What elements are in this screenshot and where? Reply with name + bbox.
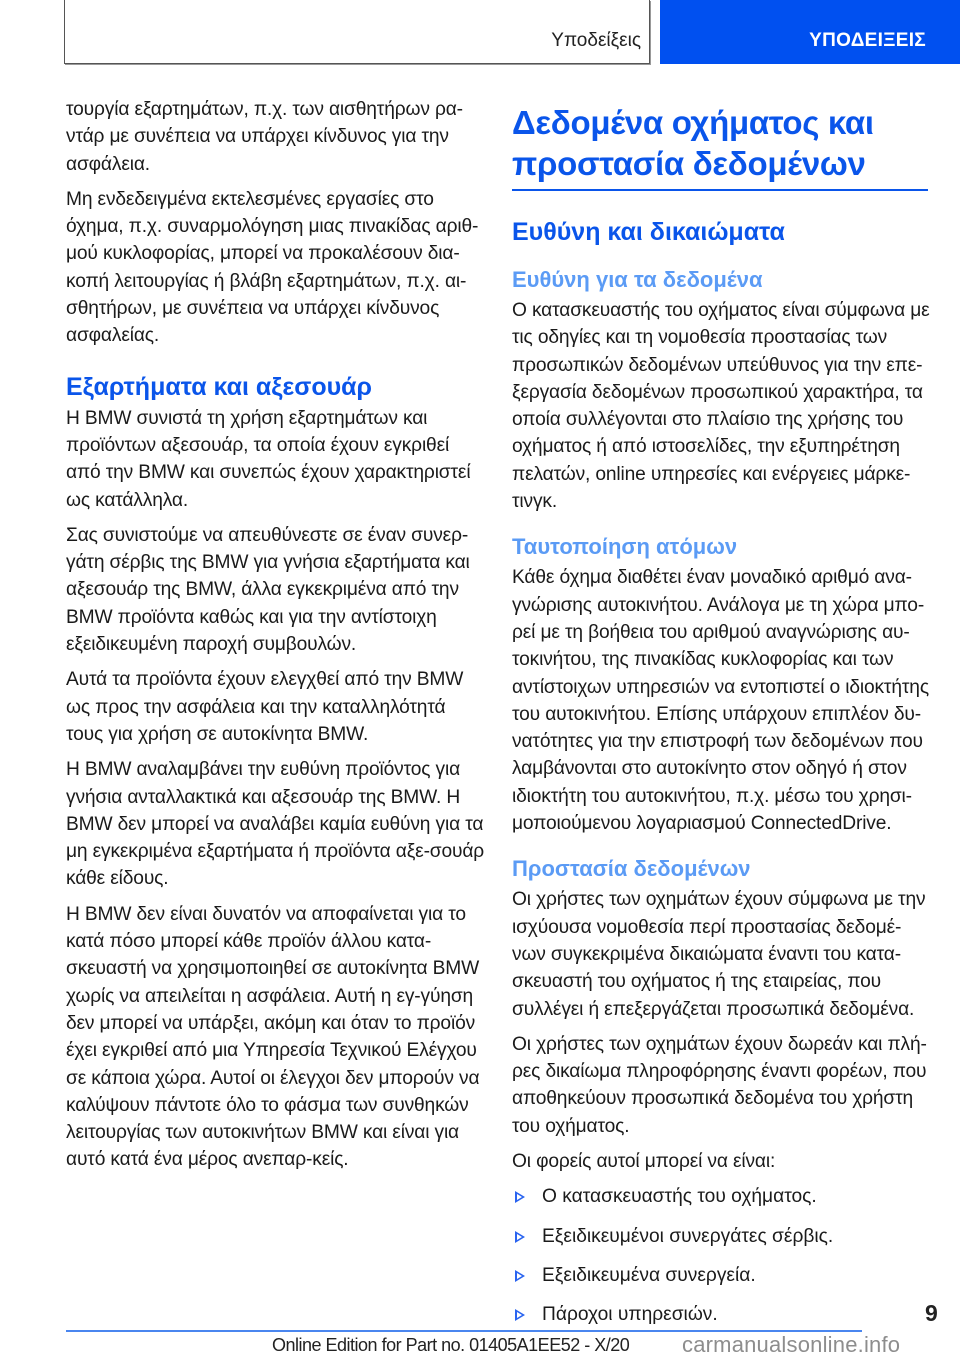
paragraph: Ο κατασκευαστής του οχήματος είναι σύμφωνα με τις οδηγίες και τη νομοθεσία προστασίας των προσωπικών δεδομένων υπεύθυνος για την επε-ξεργασία δεδομένων προσωπικού χαρακτήρα, τα οποία συλλέγονται στο πλαίσιο της χρήσης του οχήματος ή από ιστοσελίδες, την εξυπηρέτηση πελατών, online υπηρεσίες και ενέργειες μάρκε-τινγκ. <box>512 300 930 513</box>
list-item-text: Πάροχοι υπηρεσιών. <box>542 1304 718 1326</box>
section-heading-data-protection: Προστασία δεδομένων <box>512 856 751 882</box>
paragraph: Η BMW αναλαμβάνει την ευθύνη προϊόντος για γνήσια ανταλλακτικά και αξεσουάρ της BMW. Η BMW δεν μπορεί να αναλάβει καμία ευθύνη για τα μη εγκεκριμένα εξαρτήματα ή προϊόντα αξε-σουάρ κάθε είδους. <box>66 759 485 890</box>
left-column <box>66 96 486 1182</box>
section-heading-identification: Ταυτοποίηση ατόμων <box>512 534 738 560</box>
list-item-text: Εξειδικευμένοι συνεργάτες σέρβις. <box>542 1225 834 1247</box>
paragraph: τουργία εξαρτημάτων, π.χ. των αισθητήρων ρα-ντάρ με συνέπεια να υπάρχει κίνδυνος για την ασφάλεια. <box>66 99 463 175</box>
triangle-bullet-icon <box>515 1231 525 1243</box>
paragraph: Μη ενδεδειγμένα εκτελεσμένες εργασίες στο όχημα, π.χ. συναρμολόγηση μιας πινακίδας αριθ-μού κυκλοφορίας, μπορεί να προκαλέσουν δια-κοπή λειτουργίας ή βλάβη εξαρτημάτων, π.χ. αι-σθητήρων, με συνέπεια να υπάρχει κίνδυνος ασφαλείας. <box>66 188 479 347</box>
title-divider <box>512 189 928 191</box>
list-item <box>512 1301 932 1328</box>
page-number: 9 <box>925 1300 938 1326</box>
triangle-bullet-icon <box>515 1270 525 1282</box>
paragraph: Οι χρήστες των οχημάτων έχουν σύμφωνα με την ισχύουσα νομοθεσία περί προστασίας δεδομέ-νων συγκεκριμένα δικαιώματα έναντι του κατα-σκευαστή του οχήματος ή της εταιρείας, που συλλέγει ή επεξεργάζεται προσωπικά δεδομένα. <box>512 889 926 1020</box>
bullet-list <box>512 1183 932 1328</box>
list-item-text: Ο κατασκευαστής του οχήματος. <box>542 1186 817 1208</box>
list-item <box>512 1223 932 1250</box>
triangle-bullet-icon <box>515 1191 525 1203</box>
chapter-tab-label: ΥΠΟΔΕΙΞΕΙΣ <box>809 30 926 51</box>
paragraph: Οι χρήστες των οχημάτων έχουν δωρεάν και πλή-ρες δικαίωμα πληροφόρησης έναντι φορέων, που αποθηκεύουν προσωπικά δεδομένα του χρήστη του οχήματος. <box>512 1033 927 1137</box>
triangle-bullet-icon <box>515 1309 525 1321</box>
subtitle: Ευθύνη και δικαιώματα <box>512 218 785 246</box>
section-heading-data-responsibility: Ευθύνη για τα δεδομένα <box>512 267 763 292</box>
right-column <box>512 96 932 1341</box>
section-heading-parts-accessories: Εξαρτήματα και αξεσουάρ <box>66 372 373 401</box>
paragraph: Οι φορείς αυτοί μπορεί να είναι: <box>512 1151 776 1173</box>
chapter-tab[interactable] <box>660 0 960 64</box>
section-header-box <box>64 0 650 64</box>
list-item <box>512 1183 932 1210</box>
paragraph: Σας συνιστούμε να απευθύνεστε σε έναν συνερ-γάτη σέρβις της BMW για γνήσια εξαρτήματα και αξεσουάρ της BMW, άλλα εγκεκριμένα από την BMW προϊόντα καθώς και για την αντίστοιχη εξειδικευμένη παροχή συμβουλών. <box>66 524 470 656</box>
paragraph: Αυτά τα προϊόντα έχουν ελεγχθεί από την BMW ως προς την ασφάλεια και την καταλληλότητά τους για χρήση σε αυτοκίνητα BMW. <box>66 669 464 745</box>
paragraph: Κάθε όχημα διαθέτει έναν μοναδικό αριθμό ανα-γνώρισης αυτοκινήτου. Ανάλογα με τη χώρα μπο-ρεί με τη βοήθεια του αριθμού αναγνώρισης αυ-τοκινήτου, της πινακίδας κυκλοφορίας και των αντίστοιχων υπηρεσιών να εντοπιστεί ο ιδιοκτήτης του αυτοκινήτου. Επίσης υπάρχουν επιπλέον δυ-νατότητες για την επιστροφή των δεδομένων που λαμβάνονται στο αυτοκίνητο στον οδηγό ή στον ιδιοκτήτη του αυτοκινήτου, π.χ. μέσω του χρησι-μοποιούμενου λογαριασμού ConnectedDrive. <box>512 567 929 835</box>
list-item-text: Εξειδικευμένα συνεργεία. <box>542 1264 756 1286</box>
chapter-title: Δεδομένα οχήματος και προστασία δεδομένων <box>512 104 874 182</box>
paragraph: Η BMW δεν είναι δυνατόν να αποφαίνεται για το κατά πόσο μπορεί κάθε προϊόν άλλου κατα-σκευαστή να χρησιμοποιηθεί σε αυτοκίνητα BMW χωρίς να απειλείται η ασφάλεια. Αυτή η εγ-γύηση δεν μπορεί να υπάρξει, ακόμη και όταν το προϊόν έχει εγκριθεί από μια Υπηρεσία Τεχνικού Ελέγχου σε κάποια χώρα. Αυτοί οι έλεγχοι δεν μπορούν να καλύψουν πάντοτε όλο το φάσμα των συνθηκών λειτουργίας των αυτοκινήτων BMW και είναι για αυτό κατά ένα μέρος ανεπαρ-κείς. <box>66 903 480 1171</box>
paragraph: Η BMW συνιστά τη χρήση εξαρτημάτων και προϊόντων αξεσουάρ, τα οποία έχουν εγκριθεί από την BMW και συνεπώς έχουν χαρακτηριστεί ως κατάλληλα. <box>66 407 471 511</box>
edition-text: Online Edition for Part no. 01405A1EE52 - X/20 <box>272 1335 630 1355</box>
section-title: Υποδείξεις <box>551 30 641 51</box>
list-item <box>512 1262 932 1289</box>
watermark: carmanualsonline.info <box>682 1332 901 1357</box>
